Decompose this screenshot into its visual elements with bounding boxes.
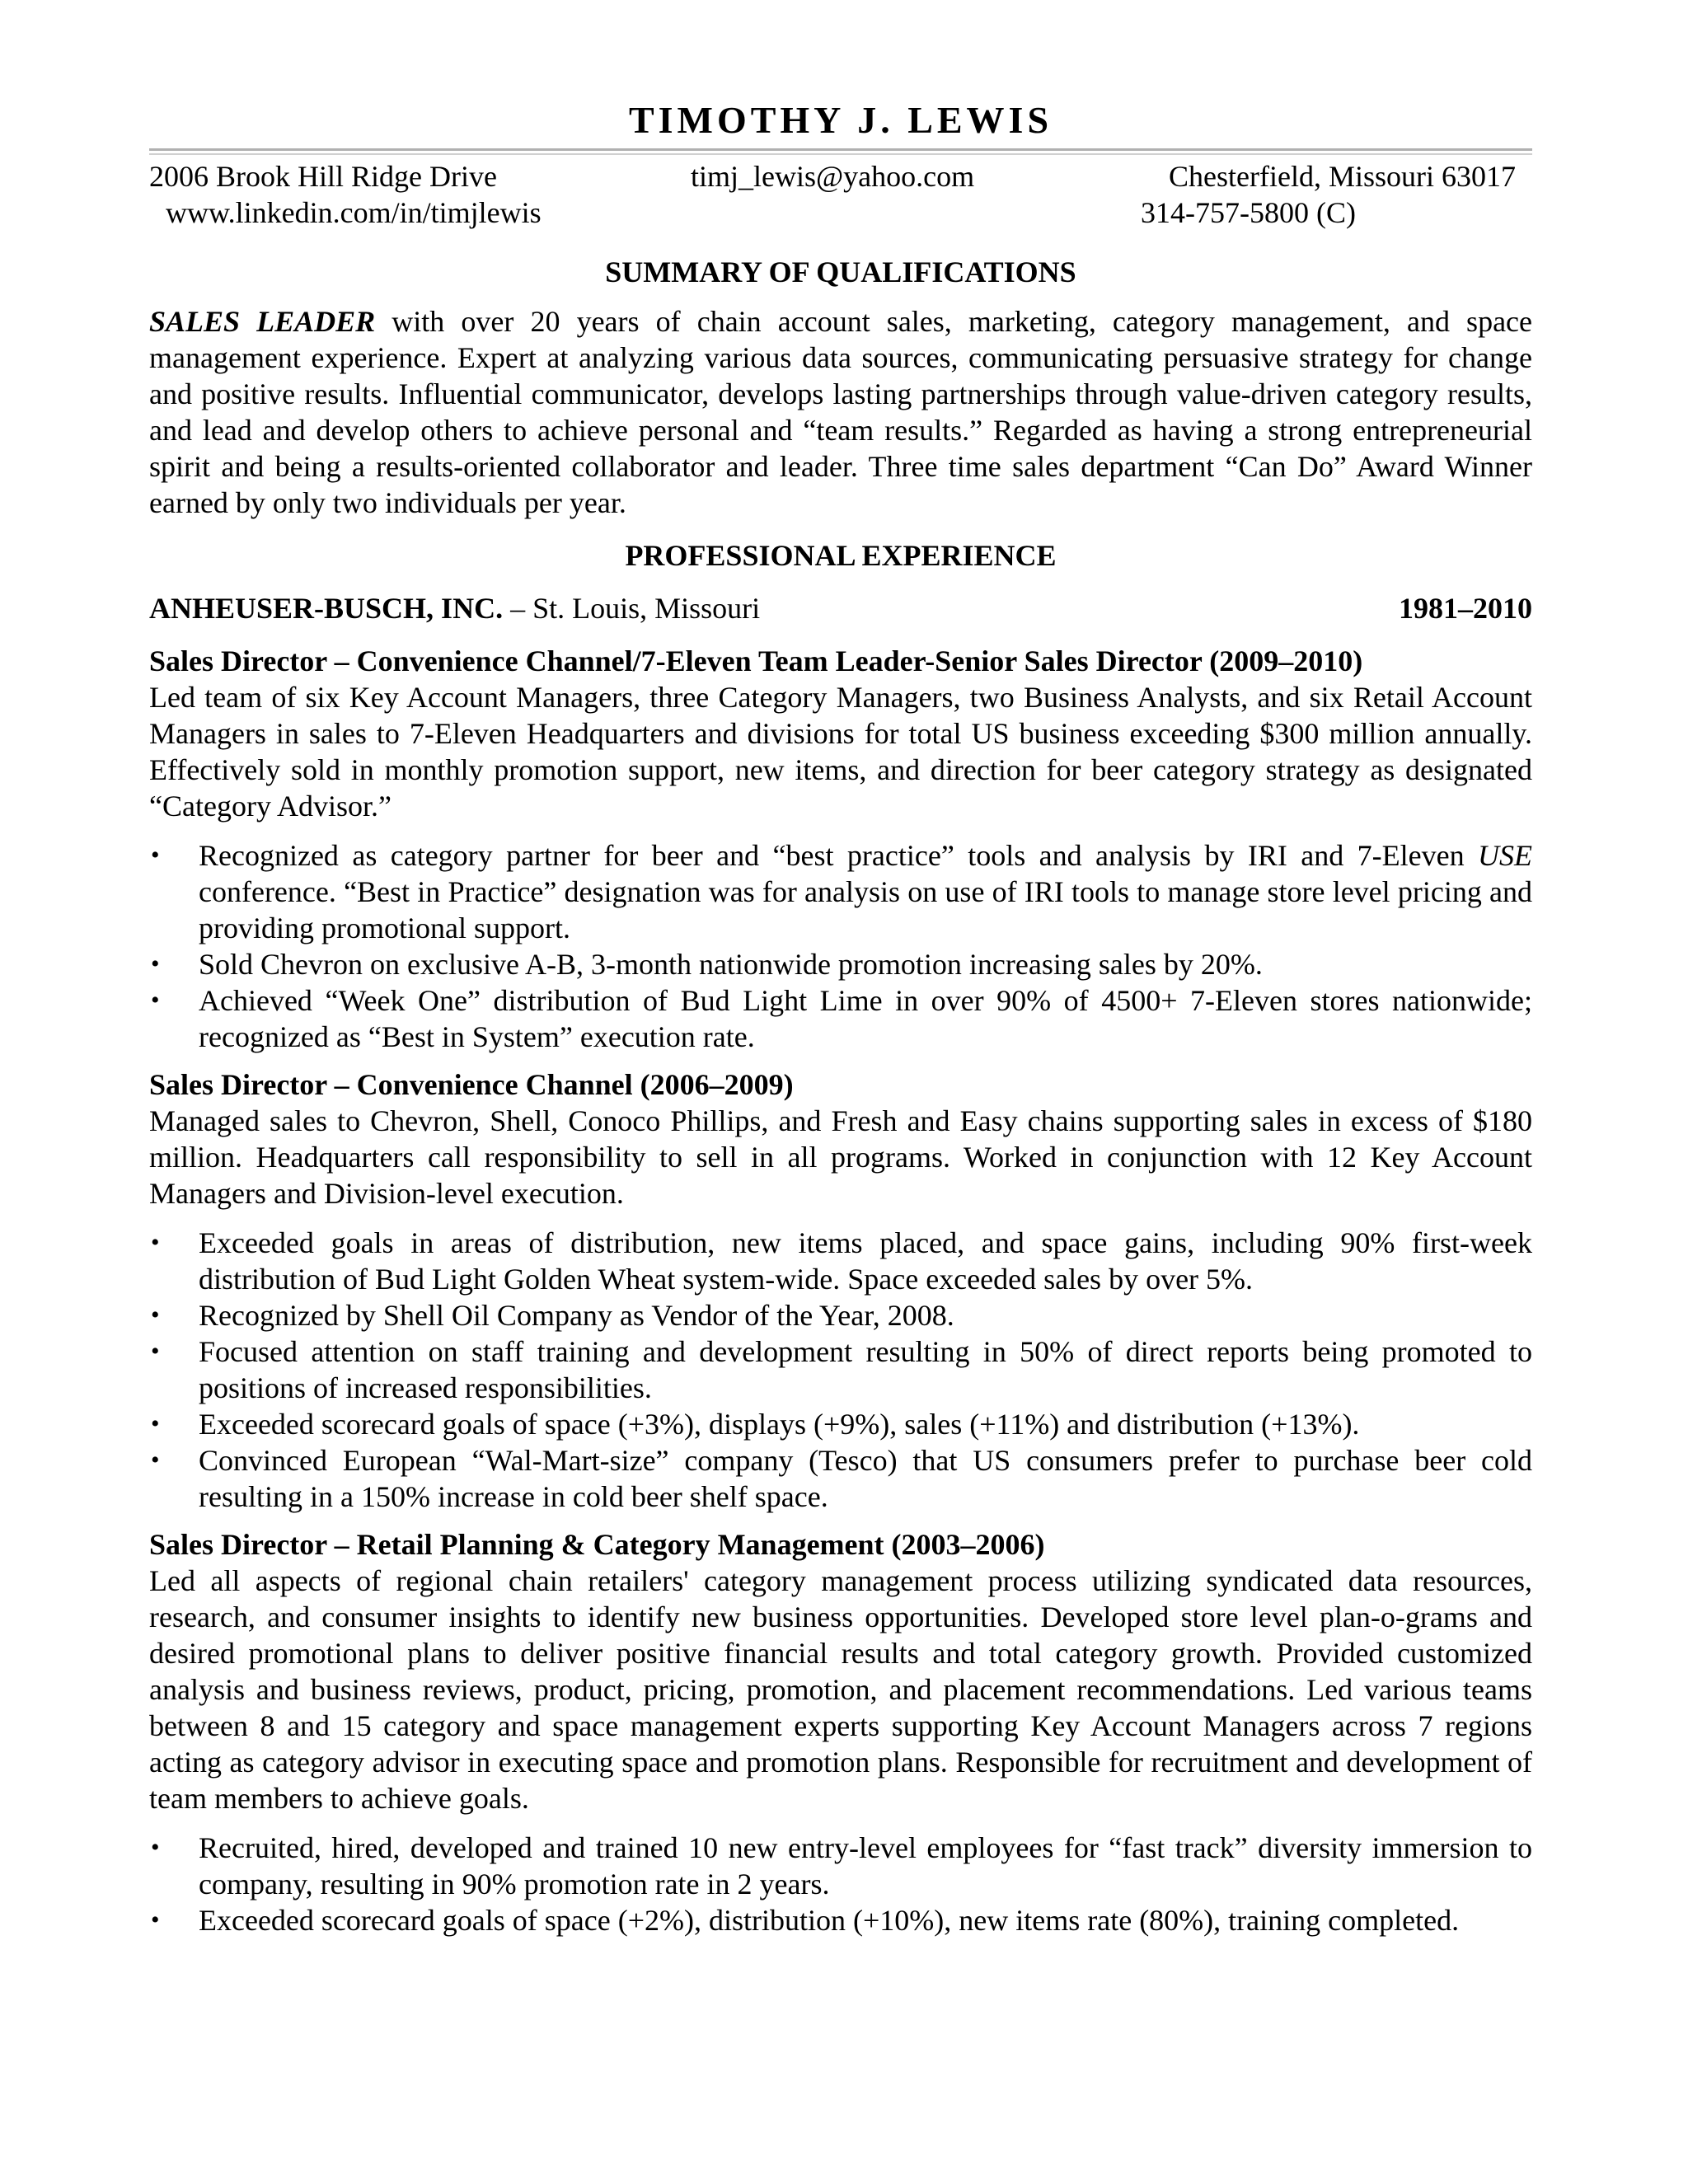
summary-lead: SALES LEADER bbox=[149, 305, 376, 338]
role-description: Managed sales to Chevron, Shell, Conoco Phillips, and Fresh and Easy chains supporting sales in excess of $180 million. Headquarters call responsibility to sell in all programs. Worked in conjunction with 12 Key Account Managers and Division-level execution. bbox=[149, 1104, 1532, 1210]
achievement-item: • Recognized by Shell Oil Company as Vendor of the Year, 2008. bbox=[149, 1297, 1532, 1333]
achievement-item: • Exceeded scorecard goals of space (+3%), displays (+9%), sales (+11%) and distribution (+13%). bbox=[149, 1406, 1532, 1442]
role-title: Sales Director – Convenience Channel (2006–2009) bbox=[149, 1068, 794, 1101]
summary-text: with over 20 years of chain account sales, marketing, category management, and space management experience. Expert at analyzing various data sources, communicating persuasive strategy for change and positive results. Influential communicator, develops lasting partnerships through value-driven category results, and lead and develop others to achieve personal and “team results.” Regarded as having a strong entrepreneurial spirit and being a results-oriented collaborator and leader. Three time sales department “Can Do” Award Winner earned by only two individuals per year. bbox=[149, 305, 1533, 519]
summary-paragraph bbox=[149, 303, 1532, 521]
role-description: Led team of six Key Account Managers, three Category Managers, two Business Analysts, and six Retail Account Managers in sales to 7-Eleven Headquarters and divisions for total US business exceeding $300 million annually. Effectively sold in monthly promotion support, new items, and direction for beer category strategy as designated “Category Advisor.” bbox=[149, 681, 1532, 823]
company-years: 1981–2010 bbox=[1399, 592, 1532, 625]
role-title: Sales Director – Convenience Channel/7-Eleven Team Leader-Senior Sales Director (2009–2010) bbox=[149, 644, 1363, 677]
achievement-item: • Recruited, hired, developed and trained 10 new entry-level employees for “fast track” diversity immersion to company, resulting in 90% promotion rate in 2 years. bbox=[149, 1830, 1532, 1902]
company-name: ANHEUSER-BUSCH, INC. bbox=[149, 592, 504, 625]
role-description: Led all aspects of regional chain retailers' category management process utilizing syndicated data resources, research, and consumer insights to identify new business opportunities. Developed store level plan-o-grams and desired promotional plans to deliver positive financial results and total category growth. Provided customized analysis and business reviews, product, pricing, promotion, and placement recommendations. Led various teams between 8 and 15 category and space management experts supporting Key Account Managers across 7 regions acting as category advisor in executing space and promotion plans. Responsible for recruitment and development of team members to achieve goals. bbox=[149, 1564, 1532, 1815]
phone-number: 314-757-5800 (C) bbox=[1141, 196, 1356, 229]
city-state-zip: Chesterfield, Missouri 63017 bbox=[1169, 160, 1516, 193]
summary-heading: SUMMARY OF QUALIFICATIONS bbox=[605, 255, 1076, 288]
achievement-item: • Convinced European “Wal-Mart-size” company (Tesco) that US consumers prefer to purchase beer cold resulting in a 150% increase in cold beer shelf space. bbox=[149, 1442, 1532, 1515]
role-achievements bbox=[149, 1225, 1532, 1515]
role-achievements bbox=[149, 1830, 1532, 1938]
achievement-item: • Achieved “Week One” distribution of Bud Light Lime in over 90% of 4500+ 7-Eleven stores nationwide; recognized as “Best in System” execution rate. bbox=[149, 982, 1532, 1055]
resume-content bbox=[149, 99, 1532, 1938]
company-line bbox=[149, 590, 760, 626]
role-title: Sales Director – Retail Planning & Category Management (2003–2006) bbox=[149, 1528, 1045, 1561]
header-divider bbox=[149, 148, 1532, 155]
company-row bbox=[149, 590, 1532, 626]
linkedin-url: www.linkedin.com/in/timjlewis bbox=[166, 196, 542, 229]
contact-row-2 bbox=[149, 194, 1532, 231]
candidate-name: TIMOTHY J. LEWIS bbox=[628, 99, 1053, 141]
achievement-item: • Exceeded scorecard goals of space (+2%), distribution (+10%), new items rate (80%), training completed. bbox=[149, 1902, 1532, 1938]
achievement-item: • Focused attention on staff training and development resulting in 50% of direct reports being promoted to positions of increased responsibilities. bbox=[149, 1333, 1532, 1406]
experience-heading: PROFESSIONAL EXPERIENCE bbox=[625, 539, 1057, 572]
role-achievements bbox=[149, 837, 1532, 1055]
email-address: timj_lewis@yahoo.com bbox=[691, 160, 975, 193]
achievement-item: • Sold Chevron on exclusive A-B, 3-month nationwide promotion increasing sales by 20%. bbox=[149, 946, 1532, 982]
company-location: – St. Louis, Missouri bbox=[503, 592, 761, 625]
contact-row-1 bbox=[149, 158, 1532, 194]
achievement-item: • Recognized as category partner for beer and “best practice” tools and analysis by IRI and 7-Eleven USE conference. “Best in Practice” designation was for analysis on use of IRI tools to manage store level pricing and providing promotional support. bbox=[149, 837, 1532, 946]
achievement-item: • Exceeded goals in areas of distribution, new items placed, and space gains, including 90% first-week distribution of Bud Light Golden Wheat system-wide. Space exceeded sales by over 5%. bbox=[149, 1225, 1532, 1297]
street-address: 2006 Brook Hill Ridge Drive bbox=[149, 160, 497, 193]
